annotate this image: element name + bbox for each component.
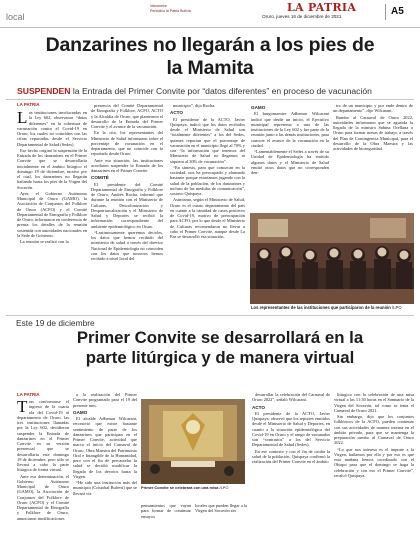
story1-top-rule	[6, 99, 414, 100]
article-paragraph: “Lamentablemente el Sedes a través de su Unidad de Epidemiología ha emitido algunos datos y el Ministerio de Salud emitió otros datos que no corresponden den-	[251, 149, 329, 175]
header-center-line-1: Vanomeke	[150, 4, 167, 8]
subheading: ACTO	[170, 110, 183, 116]
story2-column-3	[252, 392, 330, 532]
article-paragraph: Las instituciones involucradas en la Ley 602, observaron “datos diferentes” en la cobertura de vacunación contra el Covid-19 en Oruro, los cuales no coinciden con las cifras reportadas desde el Servicio Departamental de Salud (Sedes).	[17, 110, 87, 147]
article-paragraph: Asimismo, según el Ministerio de Salud, Oruro es el cuarto departamento del país en cuanto a la cantidad de casos positivos de Covid-19, motivo de preocupación para ACFO, por lo que desde el Ministerio de Culturas recomendaron no llevar a cabo el Primer Convite, aunque desde La Paz se desarrolló esa situación.	[170, 197, 245, 239]
story2-column-2	[73, 392, 137, 532]
story2-headline: Primer Convite se desarrollará en la parte litúrgica y de manera virtual	[76, 328, 364, 367]
article-paragraph: Ante esa determinación, el Gobierno Autónomo Municipal de Oruro (GAMO), la Asociación de Conjuntos del Folklore de Oruro (ACFO) y el Comité Departamental de Etnografía y Folklore de Oruro, anunciaron modificaciones	[17, 473, 69, 521]
header-center-info	[150, 4, 220, 13]
article-paragraph: presencia del Comité Departamental de Etnografía y Folklore, ACFO, ACTO y la Alcaldía de Oruro, que plantearon el desarrollo de la Entrada del Primer Convite y el avance de la vacunación.	[91, 103, 163, 129]
story1-caption-source: /LPO	[392, 305, 402, 310]
story1-column-3	[170, 103, 245, 311]
story1-photo	[250, 213, 414, 304]
issue-date: Oruro, jueves 16 de diciembre de 2021	[262, 14, 342, 19]
story1-column-5	[333, 103, 413, 209]
story1-kicker: SUSPENDEN	[17, 86, 71, 96]
article-paragraph: Ante esa situación, las instituciones acordaron suspender la Entrada de los danzarines en el Primer Convite.	[91, 157, 163, 173]
story1-byline: LA PATRIA	[17, 102, 40, 107]
article-paragraph: “En síntesis, para que conozcan en la sociedad, nos ha preocupado y alarmado bastante porque estaríamos jugando con la salud de la población, de los danzarines y incluso de las medidas de comunicación”, sostuvo Quispaya.	[170, 164, 245, 196]
article-paragraph: El presidente de la ACTO, Javier Quispaya, indicó que los datos recibidos desde el Ministerio de Salud son “totalmente diferentes” a los del Sedes, quienes reportan que el porcentaje de vacunación en el municipio llegó al 70% y con “la información que tenemos del Ministerio de Salud no llegamos ni siquiera al 30% de vacunación”.	[170, 116, 245, 164]
story2-photo	[141, 399, 245, 484]
article-paragraph: El presidente del Comité Departamental de Etnografía y Folklore de Oruro, Andrés Rocha, informó que durante la reunión con el Ministerio de Culturas, Descolonización y Despatriarcalización y el Ministerio de Salud y Deportes se recibió la información correspondiente del ambiente epidemiológico en Oruro.	[91, 181, 163, 229]
article-paragraph: tro de un municipio y por ende dentro de un departamento”, dijo Wilcarani.	[333, 103, 413, 114]
story2-column-4	[334, 392, 414, 532]
story2-caption-source: /LPO	[219, 485, 229, 490]
article-paragraph: a la realización del Primer Convite programado para el 19 del presente mes.	[73, 392, 137, 408]
header-center-line-2: Periódico la Patria Bolivia	[150, 8, 191, 13]
page-number-divider	[385, 4, 386, 20]
story-divider-rule	[6, 315, 414, 316]
story2-below-photo-right: locales que pueden llegar a la Virgen del Socavón sin	[195, 503, 247, 514]
story1-column-1	[17, 110, 87, 311]
article-paragraph: litúrgico con la celebración de una misa virtual a las 11:30 horas en el Santuario de la Virgen del Socavón, tal como se tenía el Carnaval de Oruro 2021.	[334, 392, 414, 413]
article-paragraph: Ayer, el Gobierno Autónomo Municipal de Oruro (GAMO), la Asociación de Conjuntos del Folklore de Oruro (ACFO) y el Comité Departamental de Etnografía y Folklore de Oruro, informaron en conferencia de prensa los detalles de la reunión sostenida con autoridades nacionales en la Sede de Gobierno.	[17, 190, 87, 238]
article-paragraph: Sin embargo, dijo que los conjuntos folklóricos de la ACFO, pueden continuar con sus actividades de manera interna en el ámbito privado, para que se mantenga la preparación rumbo al Carnaval de Oruro 2022.	[334, 414, 414, 446]
subheading: GAMO	[73, 409, 88, 415]
story2-byline: LA PATRIA	[17, 392, 40, 397]
article-paragraph: desarrollar la celebración del Carnaval de Oruro 2022”, señaló Wilcarani.	[252, 392, 330, 403]
story1-caption-label: Los representantes de las instituciones que participaron de la reunión	[251, 305, 391, 310]
story1-headline: Danzarines no llegarán a los pies de la Mamita	[45, 34, 375, 79]
drop-cap: T	[17, 399, 28, 416]
story1-column-2	[91, 103, 163, 311]
newspaper-brand: LA PATRIA	[287, 1, 357, 14]
page-number: A5	[391, 6, 404, 17]
subheading: GAMO	[251, 105, 266, 110]
story1-deck-text: la Entrada del Primer Convite por “datos diferentes” en proceso de vacunación	[72, 86, 372, 96]
article-paragraph: “He sido una institución más del municipio (Cristobal Bulevú) que se llevará vía	[73, 480, 137, 496]
article-paragraph: Ese hecho originó la suspensión de la Entrada de los danzarines en el Primer Convite que se desarrollaría inicialmente en el ámbito litúrgico el domingo 19 de diciembre, motivo por el cual, los danzarines no llegarán bailando hasta los pies de la Virgen del Socavón.	[17, 147, 87, 190]
drop-cap: L	[17, 110, 28, 127]
dancers-photo-illustration	[250, 213, 414, 304]
story1-deck	[17, 86, 412, 96]
story2-kicker: Este 19 de diciembre	[16, 318, 95, 328]
article-paragraph: Rumbo al Carnaval de Oruro 2022, autoridades informaron que se aguarda la llegada de la ministra Sabina Orellana a Oruro para formar mesas de trabajo, a través del Plan de Contingencia Municipal, para el desarrollo de la Obra Maestra y las actividades de bioseguridad.	[333, 114, 413, 151]
story2-photo-caption	[141, 486, 247, 491]
article-paragraph: El alcalde Adhemar Wilcarani, reconoció que existe bastante sentimiento de parte de los danzarines que participan en el Primer Convite, actividad que marca el inicio del Carnaval de Oruro, Obra Maestra del Patrimonio Oral e Intangible de la Humanidad, pero con el fin de precautelar la salud se decidió modificar la llegada de los devotos hasta la Virgen.	[73, 416, 137, 479]
article-paragraph: En ese contexto y con el fin de cuidar la salud de la población, Quispaya confirmó la realización del Primer Convite en el ámbito	[252, 448, 330, 464]
article-paragraph: municipio”, dijo Rocha.	[173, 103, 216, 108]
story2-below-photo-left: pensamientos que vayan para formar de continuar ensayos	[141, 503, 191, 519]
story1-column-4	[251, 103, 329, 209]
story1-photo-caption	[251, 305, 413, 310]
story2-caption-label: Primer Convite se celebrará con una misa	[141, 485, 219, 490]
section-label: local	[6, 12, 25, 22]
subheading: ACTO	[252, 404, 265, 410]
article-paragraph: La reunión se realizó con la	[20, 239, 69, 244]
article-paragraph: “Lastimosamente queremos decirles, los datos que hemos recibido del ministerio de salud a través del director Nacional de Epidemiología no coinciden con los datos que nosotros hemos recibido a nivel local del	[91, 229, 163, 261]
article-paragraph: El presidente de la ACTO, Javier Quispaya, observó que los reportes emitidos desde el Ministerio de Salud y Deportes, en cuanto a la situación epidemiológica del Covid-19 en Oruro y el rango de vacunados son “contrarios” a los del Servicio Departamental de Salud (Sedes).	[252, 410, 330, 448]
article-paragraph: Tras conformarse el ingreso de la cuarta ola del Covid-19 al departamento de Oruro, las tres instituciones llamadas por la Ley 602, decidieron suspender la Entrada de danzarines en el Primer Convite en su versión presencial que se desarrollaría este domingo 19 de diciembre, pero sólo se llevará a cabo la parte litúrgica de forma virtual.	[17, 399, 69, 473]
article-paragraph: “Lo que nos interesa es el importe a la Virgen, bailamos por ella y por eso es que esta mañana hemos coordinado con el Obispo para que el domingo se haga la celebración y con eso el Primer Convite”, recalcó Quispaya.	[334, 446, 414, 478]
church-altar-photo-illustration	[141, 399, 245, 484]
article-paragraph: En la cita, los representantes del Ministerio de Salud informaron sobre el porcentaje de vacunación en el departamento, que no coincide con lo reportado desde Oruro.	[91, 130, 163, 157]
article-paragraph: El burgomaestre Adhemar Wilcarani indicó que desde un inicio, el Ejecutivo municipal representa a una de las instituciones de la Ley 602 y fue parte de la reunión junto a las demás instituciones, para conocer el avance de la vacunación en la ciudad.	[251, 111, 329, 148]
subheading: COMITÉ	[91, 175, 109, 181]
page-header	[0, 0, 420, 28]
story2-column-1	[17, 399, 69, 532]
